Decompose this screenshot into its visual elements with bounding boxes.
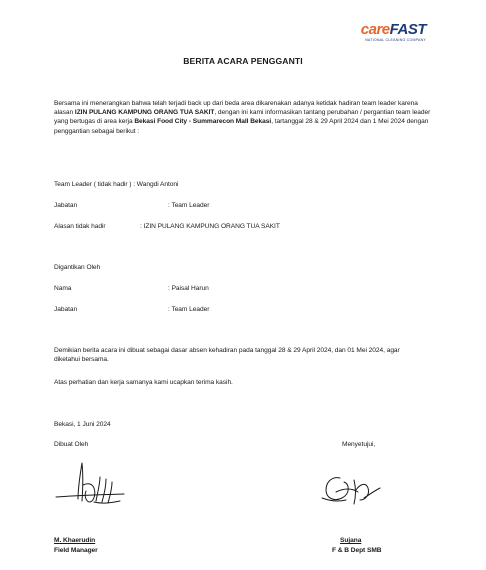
thanks-paragraph: Atas perhatian dan kerja samanya kami ucapkan terima kasih.	[54, 379, 233, 386]
replacement-heading: Digantikan Oleh	[54, 264, 101, 271]
intro-text-1: Bersama ini menerangkan bahwa telah terjadi back up dari beda area dikarenakan adanya ketidak hadiran team leader karena alasan	[54, 100, 418, 117]
replacement-jabatan-label: Jabatan	[54, 306, 78, 313]
right-signature-label: Menyetujui,	[342, 441, 376, 448]
left-signer-name: M. Khaerudin	[54, 537, 96, 544]
intro-text-2: , dengan ini kami informasikan tantang perubahan / pergantian team leader yang bertugas di area kerja	[54, 109, 431, 126]
left-signer-title: Field Manager	[54, 547, 98, 554]
absent-alasan-row	[54, 222, 414, 231]
intro-reason: IZIN PULANG KAMPUNG ORANG TUA SAKIT	[74, 109, 215, 117]
replacement-nama-row	[54, 284, 354, 293]
replacement-jabatan-value: : Team Leader	[168, 306, 210, 313]
closing-paragraph: Demikian berita acara ini dibuat sebagai dasar absen kehadiran pada tanggal 28 & 29 April 2024, dan 01 Mei 2024, agar diketahui bersama.	[54, 347, 400, 364]
replacement-nama-label: Nama	[54, 285, 72, 292]
replacement-nama-value: : Paisal Harun	[168, 285, 209, 292]
intro-text-3: , tartanggal 28 & 29 April 2024 dan 1 Mei 2024 dengan penggantian sebagai berikut :	[54, 118, 429, 135]
logo-fast-text: FAST	[389, 21, 426, 38]
company-logo	[361, 22, 426, 42]
intro-location: Bekasi Food City - Summarecon Mall Bekasi	[134, 118, 272, 126]
right-signer-name: Sujana	[340, 537, 362, 544]
absent-jabatan-value: : Team Leader	[168, 202, 210, 209]
absent-jabatan-row	[54, 201, 354, 210]
replacement-jabatan-row	[54, 305, 354, 314]
document-title: BERITA ACARA PENGGANTI	[183, 56, 303, 66]
absent-alasan-value: : IZIN PULANG KAMPUNG ORANG TUA SAKIT	[140, 223, 280, 230]
left-signature-label: Dibuat Oleh	[54, 441, 89, 448]
intro-paragraph	[54, 99, 434, 136]
absent-alasan-label: Alasan tidak hadir	[54, 223, 106, 230]
logo-care-text: care	[360, 21, 390, 38]
right-signer-title: F & B Dept SMB	[332, 547, 382, 554]
document-date: Bekasi, 1 Juni 2024	[54, 421, 111, 428]
logo-tagline: NATIONAL CLEANING COMPANY	[365, 38, 426, 42]
absent-jabatan-label: Jabatan	[54, 202, 78, 209]
left-signature	[50, 455, 130, 511]
absent-team-leader: Team Leader ( tidak hadir ) : Wangdi Antoni	[54, 181, 179, 188]
right-signature	[320, 468, 384, 508]
